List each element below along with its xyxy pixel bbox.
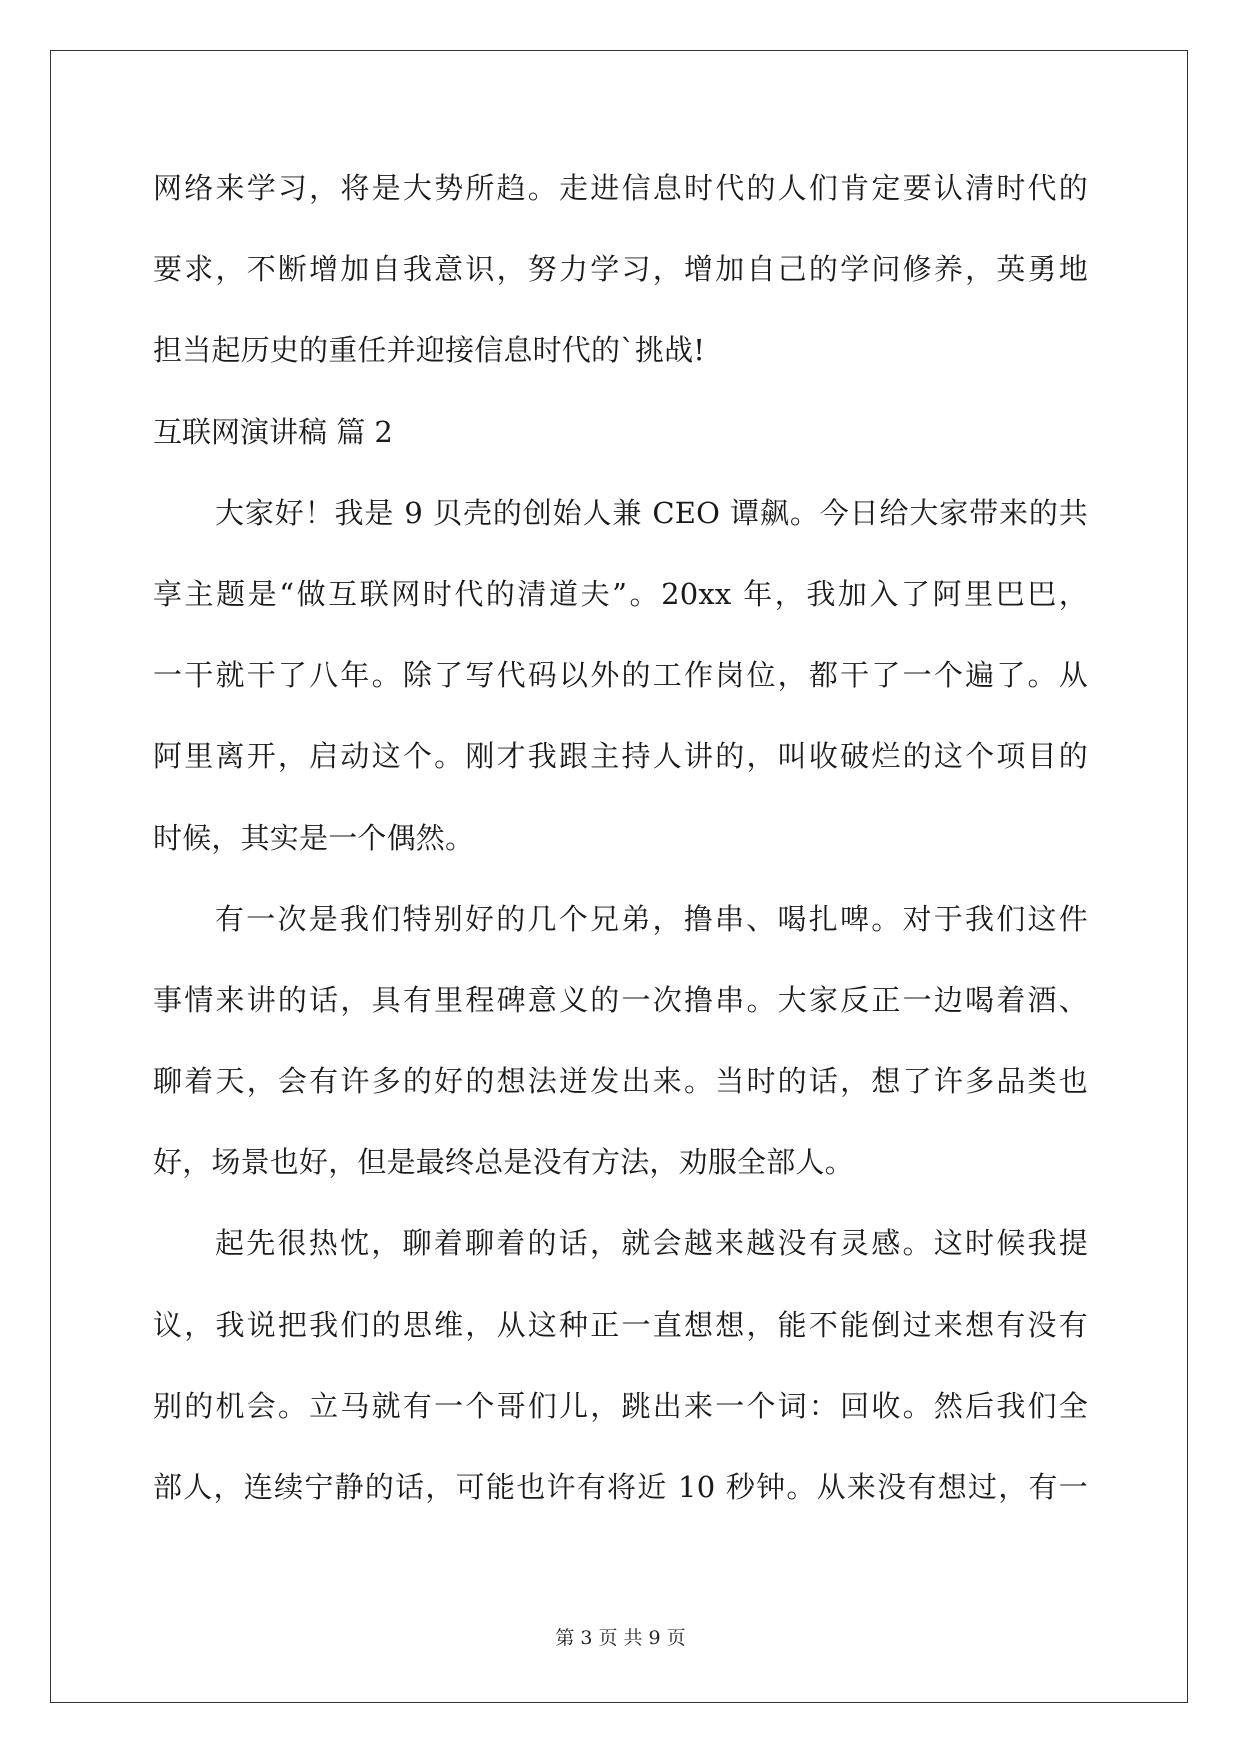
paragraph-line: 事情来讲的话，具有里程碑意义的一次撸串。大家反正一边喝着酒、 — [153, 982, 1088, 1017]
paragraph-line: 部人，连续宁静的话，可能也许有将近 10 秒钟。从来没有想过，有一 — [153, 1470, 1088, 1504]
paragraph-line: 一干就干了八年。除了写代码以外的工作岗位，都干了一个遍了。从 — [153, 658, 1088, 693]
paragraph-line: 担当起历史的重任并迎接信息时代的`挑战! — [153, 333, 706, 368]
paragraph-line: 好，场景也好，但是最终总是没有方法，劝服全部人。 — [153, 1145, 854, 1180]
paragraph-line: 时候，其实是一个偶然。 — [153, 820, 475, 855]
paragraph-line: 享主题是“做互联网时代的清道夫”。20xx 年，我加入了阿里巴巴， — [153, 576, 1088, 611]
paragraph-line: 大家好！我是 9 贝壳的创始人兼 CEO 谭飙。今日给大家带来的共 — [215, 495, 1088, 530]
paragraph-line: 起先很热忱，聊着聊着的话，就会越来越没有灵感。这时候我提 — [215, 1226, 1088, 1261]
paragraph-line: 别的机会。立马就有一个哥们儿，跳出来一个词：回收。然后我们全 — [153, 1388, 1088, 1423]
paragraph-line: 议，我说把我们的思维，从这种正一直想想，能不能倒过来想有没有 — [153, 1307, 1088, 1342]
paragraph-line: 阿里离开，启动这个。刚才我跟主持人讲的，叫收破烂的这个项目的 — [153, 739, 1088, 774]
paragraph-line: 有一次是我们特别好的几个兄弟，撸串、喝扎啤。对于我们这件 — [215, 901, 1088, 936]
section-heading: 互联网演讲稿 篇 2 — [153, 414, 393, 449]
page-number-footer: 第 3 页 共 9 页 — [555, 1627, 686, 1649]
paragraph-line: 网络来学习，将是大势所趋。走进信息时代的人们肯定要认清时代的 — [153, 171, 1088, 205]
paragraph-line: 聊着天，会有许多的好的想法迸发出来。当时的话，想了许多品类也 — [153, 1064, 1088, 1099]
paragraph-line: 要求，不断增加自我意识，努力学习，增加自己的学问修养，英勇地 — [153, 252, 1088, 287]
document-body — [153, 158, 1088, 1538]
